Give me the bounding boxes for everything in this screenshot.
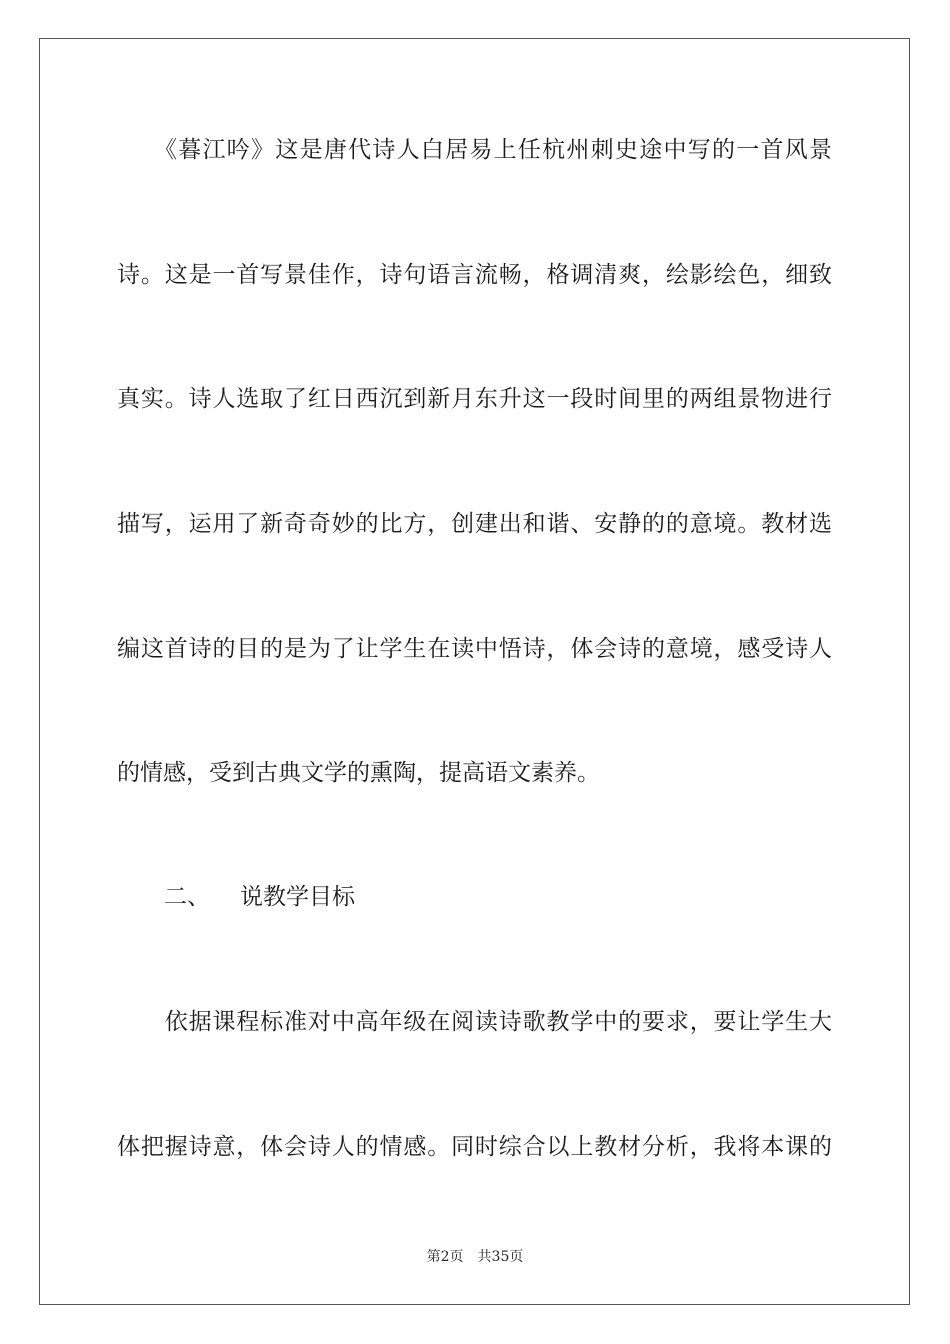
paragraph-1-line-1: 《暮江吟》这是唐代诗人白居易上任杭州刺史途中写的一首风景 [117,137,832,163]
paragraph-1-line-3: 真实。诗人选取了红日西沉到新月东升这一段时间里的两组景物进行 [117,386,832,412]
paragraph-1-line-6: 的情感，受到古典文学的熏陶，提高语文素养。 [117,760,600,786]
section-heading [164,883,355,911]
paragraph-1-line-5: 编这首诗的目的是为了让学生在读中悟诗，体会诗的意境，感受诗人 [117,636,832,662]
section-number: 二、 [164,884,210,910]
section-title: 说教学目标 [240,884,355,910]
paragraph-1-line-4: 描写，运用了新奇奇妙的比方，创建出和谐、安静的的意境。教材选 [117,511,832,537]
paragraph-1-line-2: 诗。这是一首写景佳作，诗句语言流畅，格调清爽，绘影绘色，细致 [117,262,832,288]
page-number: 第2页 [426,1249,464,1265]
page-total: 共35页 [477,1249,524,1265]
page-border [39,38,910,1305]
paragraph-2-line-1: 依据课程标准对中高年级在阅读诗歌教学中的要求，要让学生大 [117,1009,832,1035]
page-footer [0,1246,950,1266]
paragraph-2-line-2: 体把握诗意，体会诗人的情感。同时综合以上教材分析，我将本课的 [117,1134,832,1160]
